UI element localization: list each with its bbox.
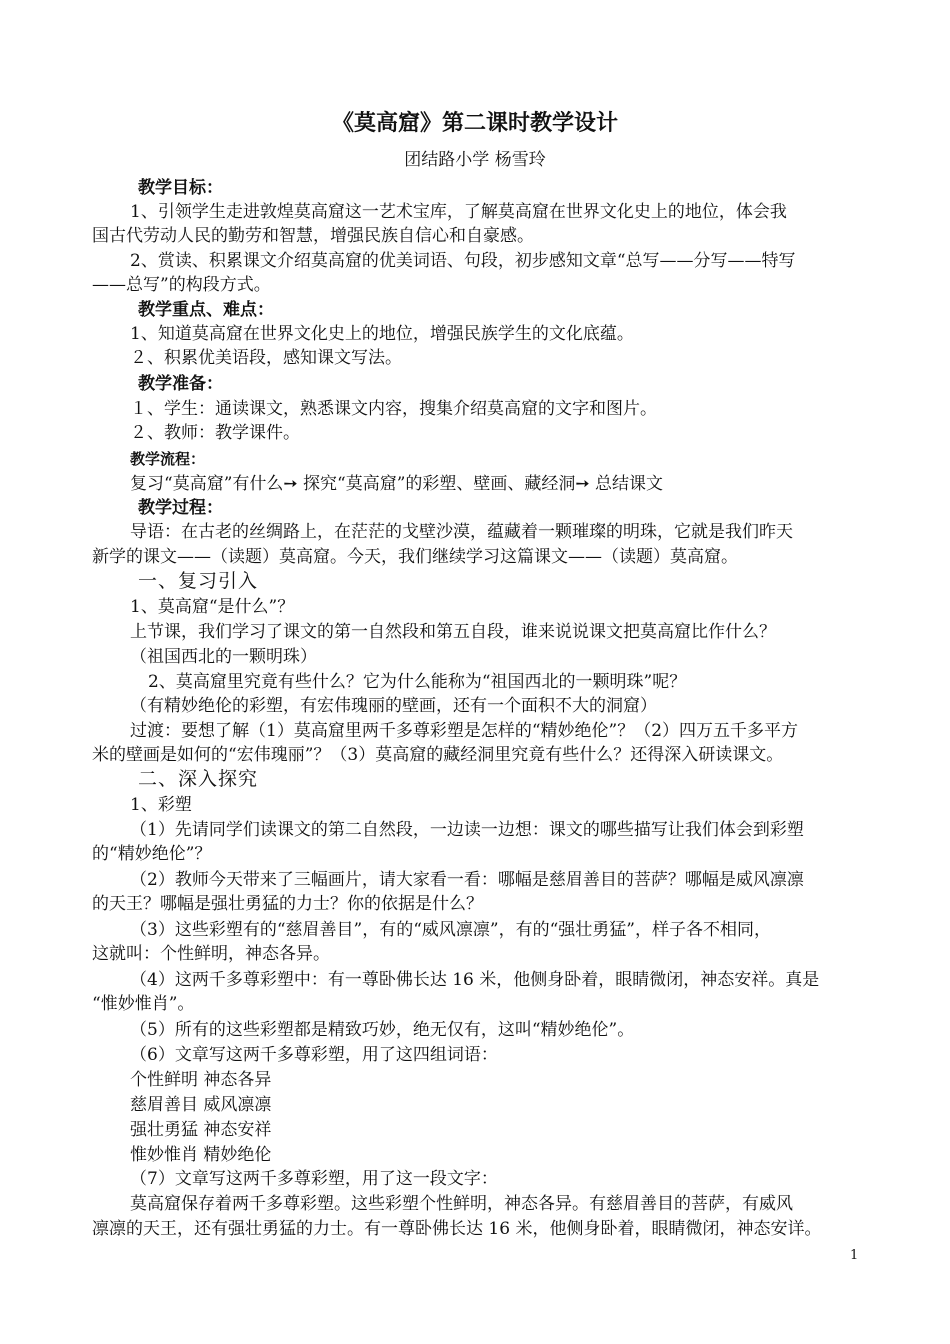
text-line: 2、莫高窟里究竟有些什么？它为什么能称为“祖国西北的一颗明珠”呢？: [148, 672, 687, 692]
text-line: 的“精妙绝伦”？: [92, 844, 212, 864]
text-line: 1、引领学生走进敦煌莫高窟这一艺术宝库，了解莫高窟在世界文化史上的地位，体会我: [130, 202, 787, 222]
text-line: 1、知道莫高窟在世界文化史上的地位，增强民族学生的文化底蕴。: [130, 324, 634, 344]
page-number: 1: [850, 1248, 859, 1263]
word-group: 惟妙惟肖 精妙绝伦: [130, 1145, 272, 1165]
key-heading: 教学重点、难点：: [138, 300, 274, 320]
text-line: ——总写”的构段方式。: [92, 275, 271, 295]
flow-line: 复习“莫高窟”有什么➙ 探究“莫高窟”的彩塑、壁画、藏经洞➙ 总结课文: [130, 474, 664, 494]
process-heading: 教学过程：: [138, 498, 223, 518]
text-line: 米的壁画是如何的“宏伟瑰丽”？（3）莫高窟的藏经洞里究竟有些什么？还得深入研读课文。: [92, 745, 784, 765]
text-line: 1、彩塑: [130, 795, 192, 815]
section-heading: 二、深入探究: [138, 768, 259, 790]
goals-heading: 教学目标：: [138, 178, 223, 198]
text-line: （2）教师今天带来了三幅画片，请大家看一看：哪幅是慈眉善目的菩萨？哪幅是威风凛凛: [130, 870, 804, 890]
text-line: １、学生：通读课文，熟悉课文内容，搜集介绍莫高窟的文字和图片。: [130, 399, 657, 419]
text-line: 莫高窟保存着两千多尊彩塑。这些彩塑个性鲜明，神态各异。有慈眉善目的菩萨，有威风: [130, 1194, 793, 1214]
text-line: 国古代劳动人民的勤劳和智慧，增强民族自信心和自豪感。: [92, 226, 534, 246]
text-line: “惟妙惟肖”。: [92, 994, 195, 1014]
author-line: 团结路小学 杨雪玲: [404, 150, 546, 170]
text-line: 1、莫高窟“是什么”？: [130, 597, 295, 617]
text-line: （5）所有的这些彩塑都是精致巧妙，绝无仅有，这叫“精妙绝伦”。: [130, 1020, 635, 1040]
text-line: （6）文章写这两千多尊彩塑，用了这四组词语：: [130, 1045, 498, 1065]
text-line: （有精妙绝伦的彩塑，有宏伟瑰丽的壁画，还有一个面积不大的洞窟）: [130, 696, 657, 716]
word-group: 慈眉善目 威风凛凛: [130, 1095, 272, 1115]
text-line: 导语：在古老的丝绸路上，在茫茫的戈壁沙漠，蕴藏着一颗璀璨的明珠，它就是我们昨天: [130, 522, 793, 542]
text-line: （4）这两千多尊彩塑中：有一尊卧佛长达 16 米，他侧身卧着，眼睛微闭，神态安祥。真是: [130, 970, 820, 990]
section-heading: 一、复习引入: [138, 570, 259, 592]
text-line: （7）文章写这两千多尊彩塑，用了这一段文字：: [130, 1169, 498, 1189]
word-group: 强壮勇猛 神态安祥: [130, 1120, 272, 1140]
text-line: 的天王？哪幅是强壮勇猛的力士？你的依据是什么？: [92, 894, 483, 914]
text-line: 凛凛的天王，还有强壮勇猛的力士。有一尊卧佛长达 16 米，他侧身卧着，眼睛微闭，神态安详。: [92, 1219, 822, 1239]
text-line: 新学的课文——（读题）莫高窟。今天，我们继续学习这篇课文——（读题）莫高窟。: [92, 547, 738, 567]
word-group: 个性鲜明 神态各异: [130, 1070, 272, 1090]
text-line: ２、积累优美语段，感知课文写法。: [130, 348, 402, 368]
page-title: 《莫高窟》第二课时教学设计: [331, 110, 618, 136]
text-line: 上节课，我们学习了课文的第一自然段和第五自段，谁来说说课文把莫高窟比作什么？: [130, 622, 776, 642]
text-line: 过渡：要想了解（1）莫高窟里两千多尊彩塑是怎样的“精妙绝伦”？（2）四万五千多平方: [130, 721, 799, 741]
text-line: 2、赏读、积累课文介绍莫高窟的优美词语、句段，初步感知文章“总写——分写——特写: [130, 251, 796, 271]
text-line: （1）先请同学们读课文的第二自然段，一边读一边想：课文的哪些描写让我们体会到彩塑: [130, 820, 804, 840]
text-line: 这就叫：个性鲜明，神态各异。: [92, 944, 330, 964]
text-line: （祖国西北的一颗明珠）: [130, 647, 317, 667]
text-line: ２、教师：教学课件。: [130, 423, 300, 443]
flow-heading: 教学流程：: [130, 450, 206, 468]
text-line: （3）这些彩塑有的“慈眉善目”，有的“威风凛凛”，有的“强壮勇猛”，样子各不相同，: [130, 920, 771, 940]
prep-heading: 教学准备：: [138, 374, 223, 394]
